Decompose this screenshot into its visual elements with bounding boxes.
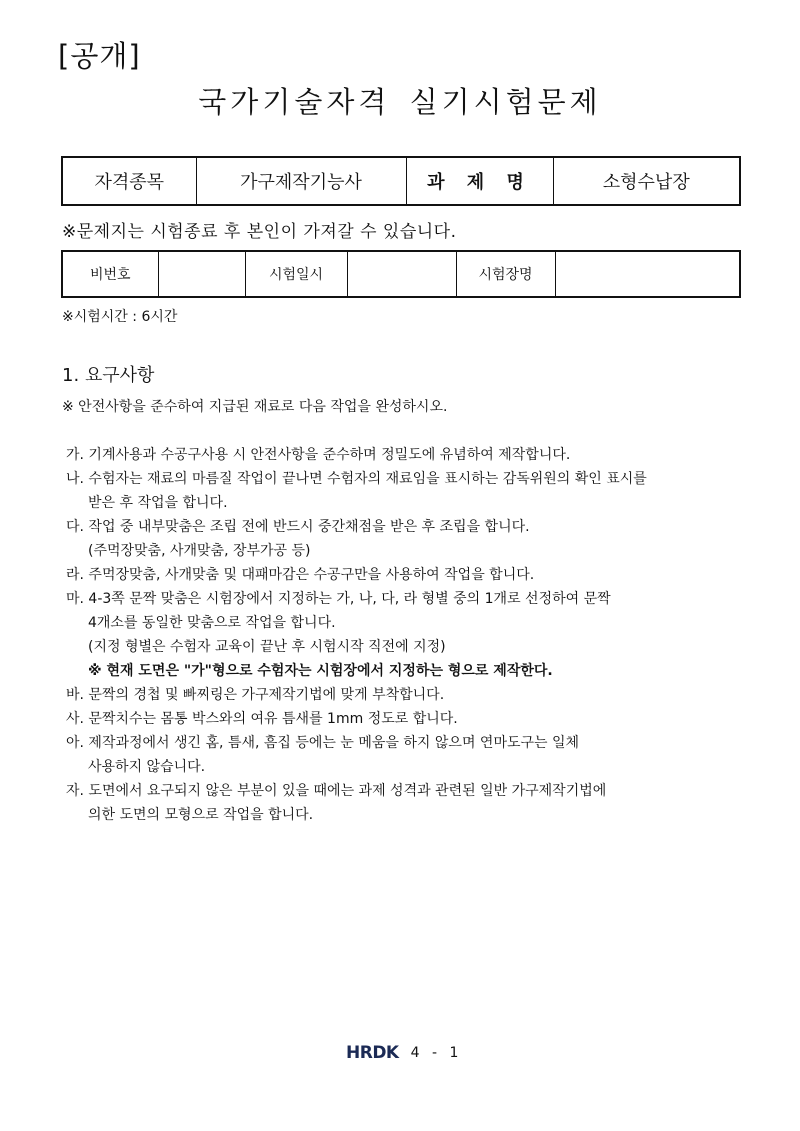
- exam-venue-field[interactable]: [555, 251, 740, 297]
- requirement-line: 4개소를 동일한 맞춤으로 작업을 합니다.: [88, 615, 336, 631]
- requirement-line: 바. 문짝의 경첩 및 빠찌링은 가구제작기법에 맞게 부착합니다.: [66, 687, 445, 703]
- hrdk-logo: HRDK: [346, 1043, 399, 1063]
- requirement-line: 자. 도면에서 요구되지 않은 부분이 있을 때에는 과제 성격과 관련된 일반 가구제작기법에: [66, 783, 607, 799]
- exam-date-label: 시험일시: [245, 251, 347, 297]
- qualification-label: 자격종목: [62, 157, 196, 205]
- requirement-line: (주먹장맞춤, 사개맞춤, 장부가공 등): [88, 543, 311, 559]
- task-value: 소형수납장: [553, 157, 740, 205]
- exam-info-table: [61, 156, 741, 206]
- document-tag: [공개]: [58, 39, 141, 73]
- qualification-value: 가구제작기능사: [196, 157, 406, 205]
- requirement-line: 다. 작업 중 내부맞춤은 조립 전에 반드시 중간채점을 받은 후 조립을 합니다.: [66, 519, 530, 535]
- candidate-id-label: 비번호: [62, 251, 158, 297]
- section-instruction: ※ 안전사항을 준수하여 지급된 재료로 다음 작업을 완성하시오.: [62, 399, 448, 415]
- page-number: 4 - 1: [410, 1045, 463, 1061]
- requirement-line: (지정 형별은 수험자 교육이 끝난 후 시험시작 직전에 지정): [88, 639, 446, 655]
- exam-venue-label: 시험장명: [456, 251, 555, 297]
- requirement-line: 가. 기계사용과 수공구사용 시 안전사항을 준수하며 정밀도에 유념하여 제작합니다.: [66, 447, 571, 463]
- requirement-line: 마. 4-3쪽 문짝 맞춤은 시험장에서 지정하는 가, 나, 다, 라 형별 중의 1개로 선정하여 문짝: [66, 591, 611, 607]
- section-heading: 1. 요구사항: [62, 365, 155, 386]
- requirement-line: 라. 주먹장맞춤, 사개맞춤 및 대패마감은 수공구만을 사용하여 작업을 합니다.: [66, 567, 535, 583]
- requirement-line: 나. 수험자는 재료의 마름질 작업이 끝나면 수험자의 재료임을 표시하는 감독위원의 확인 표시를: [66, 471, 647, 487]
- page-footer: [346, 1043, 462, 1063]
- requirement-line: 사. 문짝치수는 몸통 박스와의 여유 틈새를 1mm 정도로 합니다.: [66, 711, 458, 727]
- requirement-line: 받은 후 작업을 합니다.: [88, 495, 228, 511]
- requirement-line: 의한 도면의 모형으로 작업을 합니다.: [88, 807, 314, 823]
- requirements-list: [66, 443, 746, 827]
- page-title: 국가기술자격 실기시험문제: [198, 85, 602, 119]
- candidate-id-field[interactable]: [158, 251, 245, 297]
- exam-date-field[interactable]: [347, 251, 456, 297]
- task-label: 과 제 명: [406, 157, 553, 205]
- candidate-info-table: [61, 250, 741, 298]
- requirement-line: 사용하지 않습니다.: [88, 759, 206, 775]
- requirement-line: ※ 현재 도면은 "가"형으로 수험자는 시험장에서 지정하는 형으로 제작한다.: [88, 663, 553, 679]
- requirement-line: 아. 제작과정에서 생긴 홈, 틈새, 흠집 등에는 눈 메움을 하지 않으며 연마도구는 일체: [66, 735, 580, 751]
- exam-time: ※시험시간 : 6시간: [62, 309, 178, 325]
- take-home-notice: ※문제지는 시험종료 후 본인이 가져갈 수 있습니다.: [62, 222, 457, 242]
